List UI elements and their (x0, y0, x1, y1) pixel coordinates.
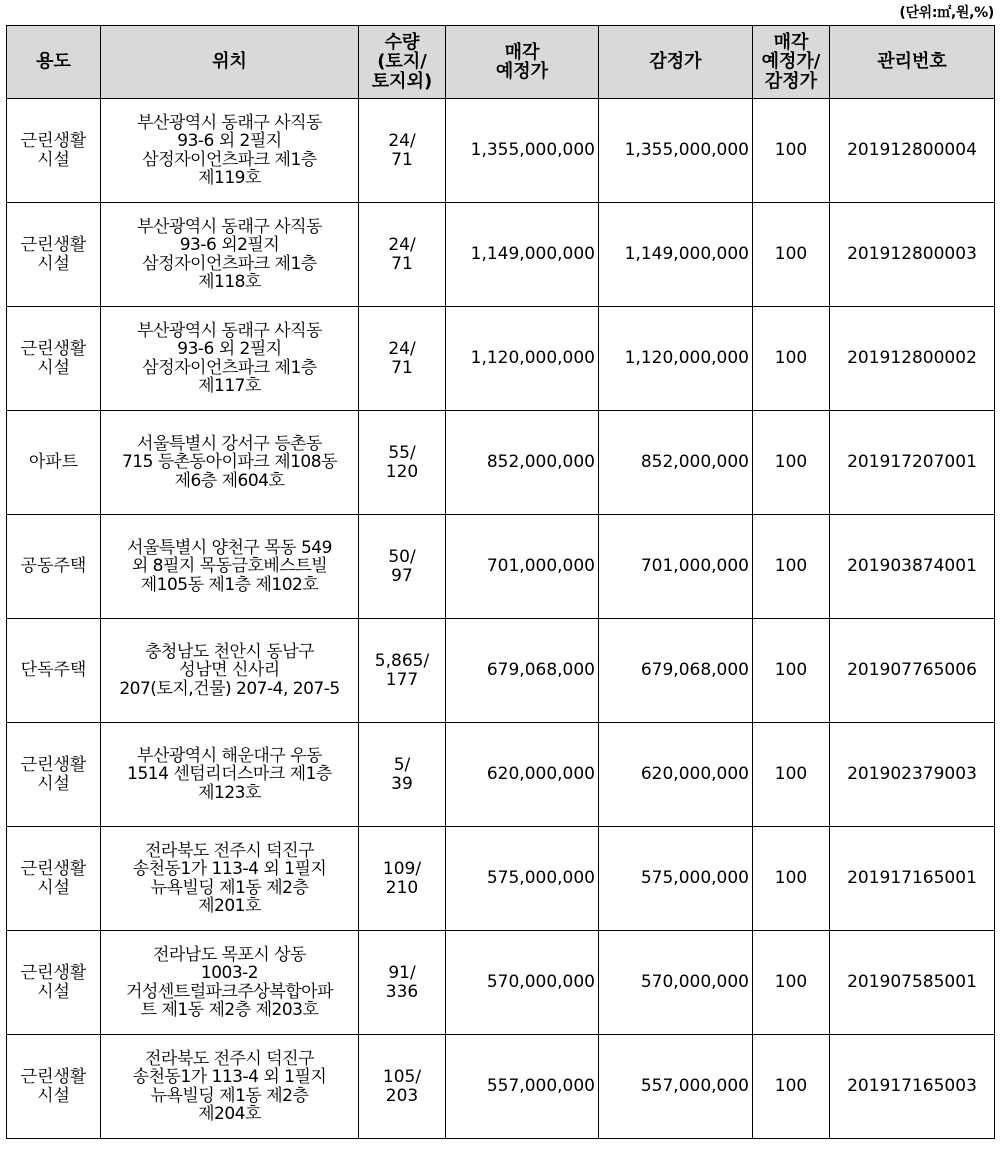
ratio-cell: 100 (753, 515, 830, 619)
use-cell-text: 아파트 (28, 452, 79, 473)
quantity-cell-text: 105/ 203 (382, 1067, 422, 1106)
location-cell-text: 전라남도 목포시 상동 1003-2 거성센트럴파크주상복합아파 트 제1동 제2층 제203호 (126, 944, 333, 1020)
property-sale-table (6, 25, 995, 1139)
location-cell (101, 723, 359, 827)
use-cell (7, 931, 101, 1035)
quantity-cell (359, 931, 446, 1035)
mgmt-no-cell: 201907585001 (830, 931, 995, 1035)
use-cell-text: 근린생활 시설 (20, 1067, 87, 1106)
use-cell-text: 근린생활 시설 (20, 339, 87, 378)
table-row (7, 619, 995, 723)
mgmt-no-cell: 201912800004 (830, 99, 995, 203)
mgmt-no-cell: 201917165003 (830, 1035, 995, 1139)
unit-note: (단위:㎡,원,%) (899, 5, 994, 21)
table-row (7, 203, 995, 307)
location-cell-text: 충청남도 천안시 동남구 성남면 신사리 207(토지,건물) 207-4, 207-5 (119, 641, 340, 699)
quantity-cell-text: 24/ 71 (388, 235, 416, 274)
appraisal-cell: 620,000,000 (599, 723, 753, 827)
ratio-cell: 100 (753, 203, 830, 307)
table-header-row (7, 26, 995, 99)
table-row (7, 515, 995, 619)
location-cell (101, 1035, 359, 1139)
ratio-cell: 100 (753, 931, 830, 1035)
sale-price-cell: 570,000,000 (446, 931, 599, 1035)
use-cell (7, 515, 101, 619)
location-cell-text: 부산광역시 해운대구 우동 1514 센텀리더스마크 제1층 제123호 (127, 745, 332, 803)
sale-price-cell: 557,000,000 (446, 1035, 599, 1139)
quantity-cell-text: 55/ 120 (385, 443, 419, 482)
table-row (7, 411, 995, 515)
quantity-cell-text: 91/ 336 (385, 963, 419, 1002)
header-quantity: 수량 (토지/ 토지외) (359, 26, 446, 99)
header-location: 위치 (101, 26, 359, 99)
location-cell-text: 부산광역시 동래구 사직동 93-6 외 2필지 삼정자이언츠파크 제1층 제117호 (137, 320, 322, 396)
table-row (7, 723, 995, 827)
quantity-cell (359, 203, 446, 307)
header-ratio: 매각 예정가/ 감정가 (753, 26, 830, 99)
quantity-cell (359, 99, 446, 203)
quantity-cell-text: 50/ 97 (388, 547, 416, 586)
header-appraisal: 감정가 (599, 26, 753, 99)
quantity-cell-text: 24/ 71 (388, 131, 416, 170)
ratio-cell: 100 (753, 723, 830, 827)
use-cell (7, 827, 101, 931)
quantity-cell (359, 515, 446, 619)
mgmt-no-cell: 201912800002 (830, 307, 995, 411)
use-cell-text: 근린생활 시설 (20, 859, 87, 898)
sale-price-cell: 852,000,000 (446, 411, 599, 515)
ratio-cell: 100 (753, 411, 830, 515)
sale-price-cell: 1,355,000,000 (446, 99, 599, 203)
use-cell-text: 근린생활 시설 (20, 131, 87, 170)
quantity-cell (359, 1035, 446, 1139)
use-cell (7, 723, 101, 827)
mgmt-no-cell: 201902379003 (830, 723, 995, 827)
mgmt-no-cell: 201917207001 (830, 411, 995, 515)
location-cell-text: 부산광역시 동래구 사직동 93-6 외 2필지 삼정자이언츠파크 제1층 제119호 (137, 112, 322, 188)
ratio-cell: 100 (753, 307, 830, 411)
mgmt-no-cell: 201903874001 (830, 515, 995, 619)
table-row (7, 827, 995, 931)
sale-price-cell: 1,120,000,000 (446, 307, 599, 411)
location-cell-text: 부산광역시 동래구 사직동 93-6 외2필지 삼정자이언츠파크 제1층 제118호 (137, 216, 322, 292)
quantity-cell (359, 619, 446, 723)
header-sale-price: 매각 예정가 (446, 26, 599, 99)
quantity-cell (359, 411, 446, 515)
location-cell (101, 307, 359, 411)
mgmt-no-cell: 201912800003 (830, 203, 995, 307)
sale-price-cell: 1,149,000,000 (446, 203, 599, 307)
appraisal-cell: 570,000,000 (599, 931, 753, 1035)
appraisal-cell: 852,000,000 (599, 411, 753, 515)
use-cell (7, 99, 101, 203)
use-cell-text: 공동주택 (20, 556, 87, 577)
table-row (7, 1035, 995, 1139)
appraisal-cell: 1,149,000,000 (599, 203, 753, 307)
use-cell-text: 근린생활 시설 (20, 963, 87, 1002)
location-cell-text: 서울특별시 양천구 목동 549 외 8필지 목동금호베스트빌 제105동 제1층 제102호 (127, 537, 332, 595)
quantity-cell-text: 5/ 39 (391, 755, 413, 794)
appraisal-cell: 1,120,000,000 (599, 307, 753, 411)
use-cell (7, 307, 101, 411)
ratio-cell: 100 (753, 99, 830, 203)
table-row (7, 931, 995, 1035)
ratio-cell: 100 (753, 619, 830, 723)
ratio-cell: 100 (753, 1035, 830, 1139)
header-use: 용도 (7, 26, 101, 99)
location-cell-text: 전라북도 전주시 덕진구 송천동1가 113-4 외 1필지 뉴욕빌딩 제1동 제2층 제204호 (132, 1048, 327, 1124)
sale-price-cell: 575,000,000 (446, 827, 599, 931)
quantity-cell-text: 109/ 210 (382, 859, 422, 898)
header-mgmt-no: 관리번호 (830, 26, 995, 99)
use-cell (7, 411, 101, 515)
use-cell-text: 근린생활 시설 (20, 235, 87, 274)
mgmt-no-cell: 201907765006 (830, 619, 995, 723)
location-cell (101, 203, 359, 307)
appraisal-cell: 1,355,000,000 (599, 99, 753, 203)
appraisal-cell: 679,068,000 (599, 619, 753, 723)
location-cell (101, 931, 359, 1035)
quantity-cell (359, 723, 446, 827)
quantity-cell-text: 5,865/ 177 (374, 651, 430, 690)
table-body (7, 99, 995, 1139)
appraisal-cell: 557,000,000 (599, 1035, 753, 1139)
use-cell-text: 근린생활 시설 (20, 755, 87, 794)
location-cell (101, 827, 359, 931)
sale-price-cell: 701,000,000 (446, 515, 599, 619)
mgmt-no-cell: 201917165001 (830, 827, 995, 931)
location-cell (101, 99, 359, 203)
location-cell (101, 515, 359, 619)
location-cell-text: 전라북도 전주시 덕진구 송천동1가 113-4 외 1필지 뉴욕빌딩 제1동 제2층 제201호 (132, 840, 327, 916)
quantity-cell-text: 24/ 71 (388, 339, 416, 378)
appraisal-cell: 701,000,000 (599, 515, 753, 619)
location-cell-text: 서울특별시 강서구 등촌동 715 등촌동아이파크 제108동 제6층 제604호 (121, 433, 337, 491)
sale-price-cell: 620,000,000 (446, 723, 599, 827)
use-cell (7, 619, 101, 723)
location-cell (101, 619, 359, 723)
use-cell (7, 203, 101, 307)
ratio-cell: 100 (753, 827, 830, 931)
use-cell (7, 1035, 101, 1139)
location-cell (101, 411, 359, 515)
table-row (7, 307, 995, 411)
sale-price-cell: 679,068,000 (446, 619, 599, 723)
use-cell-text: 단독주택 (20, 660, 87, 681)
appraisal-cell: 575,000,000 (599, 827, 753, 931)
table-row (7, 99, 995, 203)
quantity-cell (359, 827, 446, 931)
quantity-cell (359, 307, 446, 411)
